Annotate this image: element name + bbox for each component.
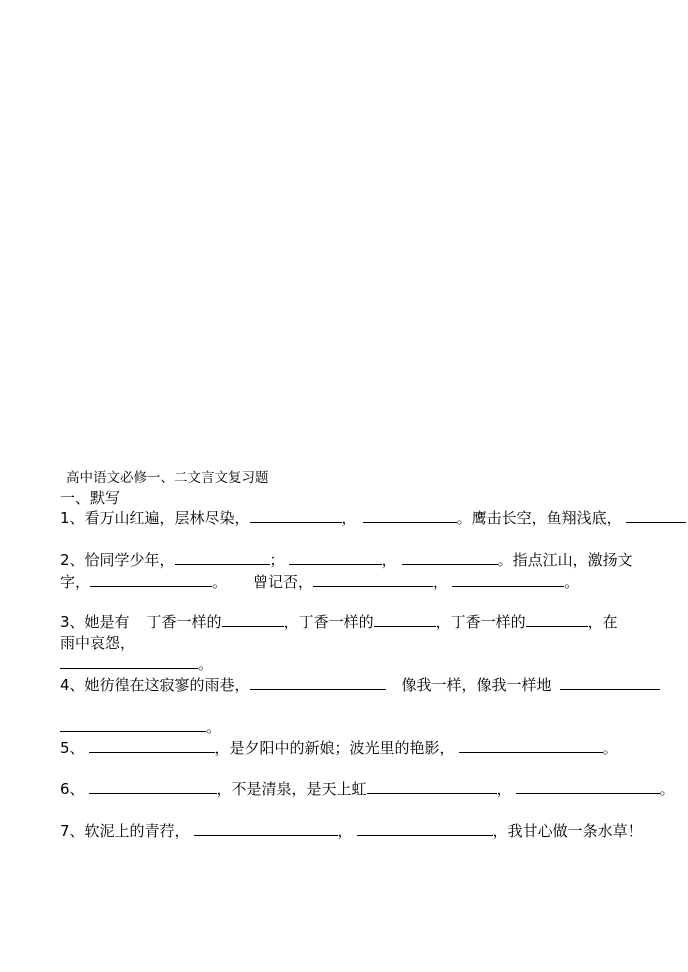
q7-blank-1[interactable] <box>194 821 338 836</box>
q1-text-a: 1、看万山红遍，层林尽染， <box>60 509 250 527</box>
q2-blank-5[interactable] <box>313 572 433 587</box>
q6-blank-3[interactable] <box>516 779 660 794</box>
q1-blank-2[interactable] <box>363 508 457 523</box>
q4-blank-3[interactable] <box>60 717 206 732</box>
q1-blank-1[interactable] <box>250 508 342 523</box>
q3-blank-4[interactable] <box>60 654 198 669</box>
q4-text-b: 像我一样，像我一样地 <box>401 676 552 694</box>
q6-blank-2[interactable] <box>367 779 497 794</box>
question-4-cont <box>60 717 221 737</box>
q7-text-c: ，我甘心做一条水草！ <box>492 822 643 840</box>
q7-text-b: ， <box>337 822 353 840</box>
q7-blank-2[interactable] <box>357 821 493 836</box>
question-2 <box>60 550 633 570</box>
q2-text-d: 。指点江山，激扬文 <box>497 551 633 569</box>
q6-text-a: 6、 <box>60 780 85 798</box>
q3-text-b: 丁香一样的 <box>146 613 222 631</box>
q3-text-c: ，丁香一样的 <box>283 613 374 631</box>
q5-text-a: 5、 <box>60 739 85 757</box>
section-heading: 一、默写 <box>60 489 121 507</box>
q3-blank-3[interactable] <box>526 612 588 627</box>
q1-text-c: 。鹰击长空，鱼翔浅底， <box>456 509 622 527</box>
document-title: 高中语文必修一、二文言文复习题 <box>66 470 269 486</box>
q2-blank-6[interactable] <box>452 572 564 587</box>
q6-text-b: ，不是清泉，是天上虹 <box>216 780 367 798</box>
q4-blank-1[interactable] <box>250 675 386 690</box>
q5-blank-2[interactable] <box>459 738 603 753</box>
q6-blank-1[interactable] <box>89 779 217 794</box>
q2-text-g: 曾记否， <box>253 573 314 591</box>
q3-text-e: ，在 <box>587 613 618 631</box>
q6-text-c: ， <box>496 780 512 798</box>
q2-text-c: ， <box>381 551 397 569</box>
q2-text-i: 。 <box>564 573 580 591</box>
q2-text-a: 2、恰同学少年， <box>60 551 175 569</box>
question-3 <box>60 612 618 632</box>
q1-text-b: ， <box>341 509 357 527</box>
q6-text-d: 。 <box>659 780 675 798</box>
q1-blank-3[interactable] <box>626 508 686 523</box>
q2-text-b: ； <box>269 551 285 569</box>
q5-blank-1[interactable] <box>89 738 215 753</box>
q3-text-f: 雨中哀怨， <box>60 634 136 652</box>
question-3-cont <box>60 633 135 653</box>
question-5 <box>60 738 618 758</box>
q2-blank-3[interactable] <box>402 550 498 565</box>
q3-text-g: 。 <box>198 655 214 673</box>
q2-text-e: 字， <box>60 573 91 591</box>
q2-blank-4[interactable] <box>90 572 212 587</box>
question-4 <box>60 675 660 695</box>
q4-blank-2[interactable] <box>560 675 660 690</box>
q3-blank-2[interactable] <box>374 612 436 627</box>
question-6 <box>60 779 675 799</box>
q3-text-d: ，丁香一样的 <box>435 613 526 631</box>
q3-text-a: 3、她是有 <box>60 613 130 631</box>
q2-text-h: ， <box>433 573 449 591</box>
q4-text-a: 4、她彷徨在这寂寥的雨巷， <box>60 676 250 694</box>
q2-blank-1[interactable] <box>175 550 270 565</box>
q4-text-c: 。 <box>206 718 222 736</box>
question-2-cont <box>60 572 579 592</box>
question-7 <box>60 821 643 841</box>
q5-text-b: ，是夕阳中的新娘；波光里的艳影， <box>214 739 455 757</box>
q7-text-a: 7、软泥上的青荇， <box>60 822 190 840</box>
q2-blank-2[interactable] <box>289 550 382 565</box>
q2-text-f: 。 <box>212 573 228 591</box>
question-1 <box>60 508 686 528</box>
q3-blank-1[interactable] <box>222 612 284 627</box>
question-3-cont2 <box>60 654 213 674</box>
q5-text-c: 。 <box>602 739 618 757</box>
